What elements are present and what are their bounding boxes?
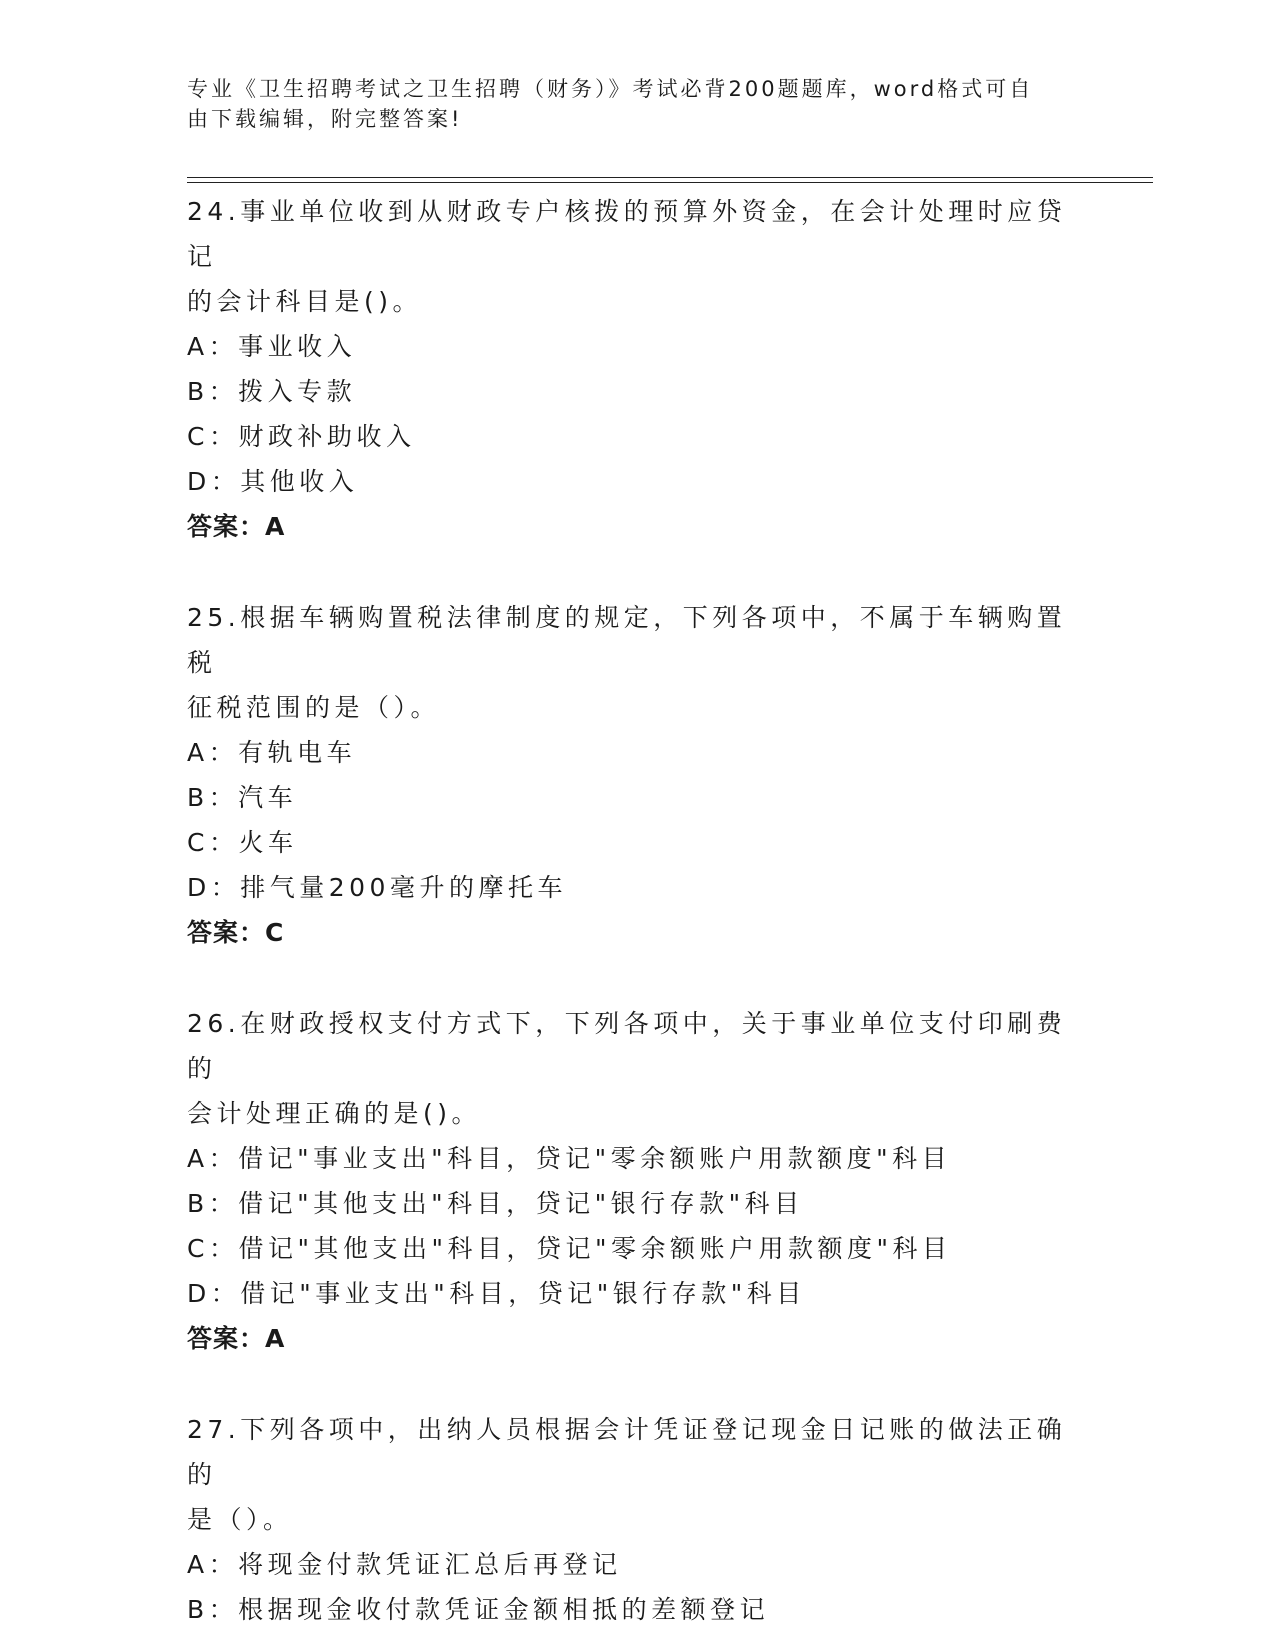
- question-27: [187, 1407, 1087, 1632]
- header-divider-bottom: [187, 182, 1153, 183]
- option-b: B：汽车: [187, 783, 298, 812]
- option-b: B：借记"其他支出"科目，贷记"银行存款"科目: [187, 1189, 804, 1218]
- option-a: A：借记"事业支出"科目，贷记"零余额账户用款额度"科目: [187, 1144, 952, 1173]
- answer-line: 答案：C: [187, 918, 285, 947]
- option-a: A：有轨电车: [187, 738, 357, 767]
- question-stem-line-2: 会计处理正确的是()。: [187, 1099, 482, 1128]
- header-line-2: 由下载编辑，附完整答案!: [187, 107, 463, 131]
- question-list: [187, 189, 1087, 1632]
- question-stem-line-1: 27.下列各项中，出纳人员根据会计凭证登记现金日记账的做法正确的: [187, 1415, 1067, 1489]
- question-stem-line-2: 的会计科目是()。: [187, 287, 423, 316]
- answer-line: 答案：A: [187, 512, 286, 541]
- document-header: [187, 74, 1067, 134]
- header-line-1: 专业《卫生招聘考试之卫生招聘（财务）》考试必背200题题库，word格式可自: [187, 77, 1034, 101]
- question-stem-line-1: 25.根据车辆购置税法律制度的规定，下列各项中，不属于车辆购置税: [187, 603, 1067, 677]
- question-26: [187, 1001, 1087, 1361]
- question-25: [187, 595, 1087, 955]
- question-stem-line-1: 24.事业单位收到从财政专户核拨的预算外资金，在会计处理时应贷记: [187, 197, 1067, 271]
- header-divider-top: [187, 177, 1153, 178]
- question-stem-line-2: 征税范围的是（）。: [187, 693, 441, 722]
- question-stem-line-1: 26.在财政授权支付方式下，下列各项中，关于事业单位支付印刷费的: [187, 1009, 1067, 1083]
- option-c: C：火车: [187, 828, 298, 857]
- question-stem-line-2: 是（）。: [187, 1505, 293, 1534]
- option-b: B：根据现金收付款凭证金额相抵的差额登记: [187, 1595, 770, 1624]
- option-c: C：借记"其他支出"科目，贷记"零余额账户用款额度"科目: [187, 1234, 952, 1263]
- answer-line: 答案：A: [187, 1324, 286, 1353]
- option-b: B：拨入专款: [187, 377, 357, 406]
- option-d: D：其他收入: [187, 467, 359, 496]
- option-d: D：排气量200毫升的摩托车: [187, 873, 567, 902]
- question-24: [187, 189, 1087, 549]
- option-a: A：将现金付款凭证汇总后再登记: [187, 1550, 622, 1579]
- option-c: C：财政补助收入: [187, 422, 416, 451]
- option-d: D：借记"事业支出"科目，贷记"银行存款"科目: [187, 1279, 806, 1308]
- option-a: A：事业收入: [187, 332, 357, 361]
